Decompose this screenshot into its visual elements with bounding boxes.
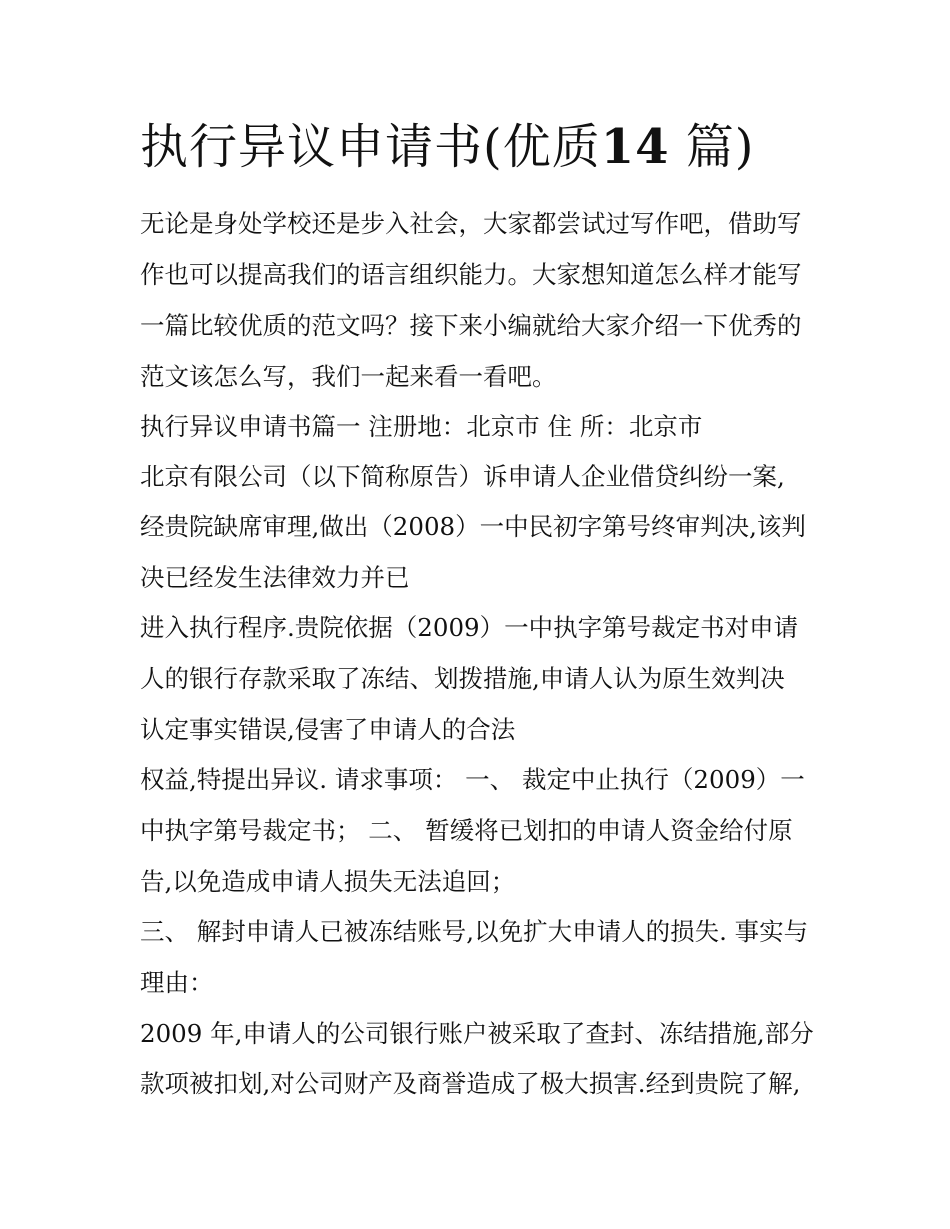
body-line-3: 一篇比较优质的范文吗？接下来小编就给大家介绍一下优秀的 <box>140 311 802 340</box>
body-line-7: 经贵院缺席审理,做出（2008）一中民初字第号终审判决,该判 <box>140 512 806 541</box>
body-line-1: 无论是身处学校还是步入社会，大家都尝试过写作吧，借助写 <box>140 209 802 238</box>
document-title <box>140 112 755 182</box>
title-number: 14 <box>600 119 670 175</box>
body-line-6: 北京有限公司（以下简称原告）诉申请人企业借贷纠纷一案, <box>140 462 785 491</box>
body-line-9: 进入执行程序.贵院依据（2009）一中执字第号裁定书对申请 <box>140 613 799 642</box>
body-line-17: 2009 年,申请人的公司银行账户被采取了查封、冻结措施,部分 <box>140 1019 814 1048</box>
body-line-2: 作也可以提高我们的语言组织能力。大家想知道怎么样才能写 <box>140 260 802 289</box>
body-line-10: 人的银行存款采取了冻结、划拨措施,申请人认为原生效判决 <box>140 664 785 693</box>
body-line-5: 执行异议申请书篇一 注册地：北京市 住 所：北京市 <box>140 412 703 441</box>
title-prefix: 执行异议申请书(优质 <box>140 119 601 175</box>
body-line-16: 理由： <box>140 968 214 997</box>
body-line-4: 范文该怎么写，我们一起来看一看吧。 <box>140 362 557 391</box>
body-line-12: 权益,特提出异议. 请求事项： 一、 裁定中止执行（2009）一 <box>140 765 805 794</box>
body-line-14: 告,以免造成申请人损失无法追回； <box>140 867 516 896</box>
body-line-8: 决已经发生法律效力并已 <box>140 563 410 592</box>
body-line-18: 款项被扣划,对公司财产及商誉造成了极大损害.经到贵院了解, <box>140 1069 801 1098</box>
title-suffix: 篇) <box>685 119 755 175</box>
body-line-13: 中执字第号裁定书； 二、 暂缓将已划扣的申请人资金给付原 <box>140 816 793 845</box>
body-line-11: 认定事实错误,侵害了申请人的合法 <box>140 715 516 744</box>
body-line-15: 三、 解封申请人已被冻结账号,以免扩大申请人的损失. 事实与 <box>140 917 809 946</box>
